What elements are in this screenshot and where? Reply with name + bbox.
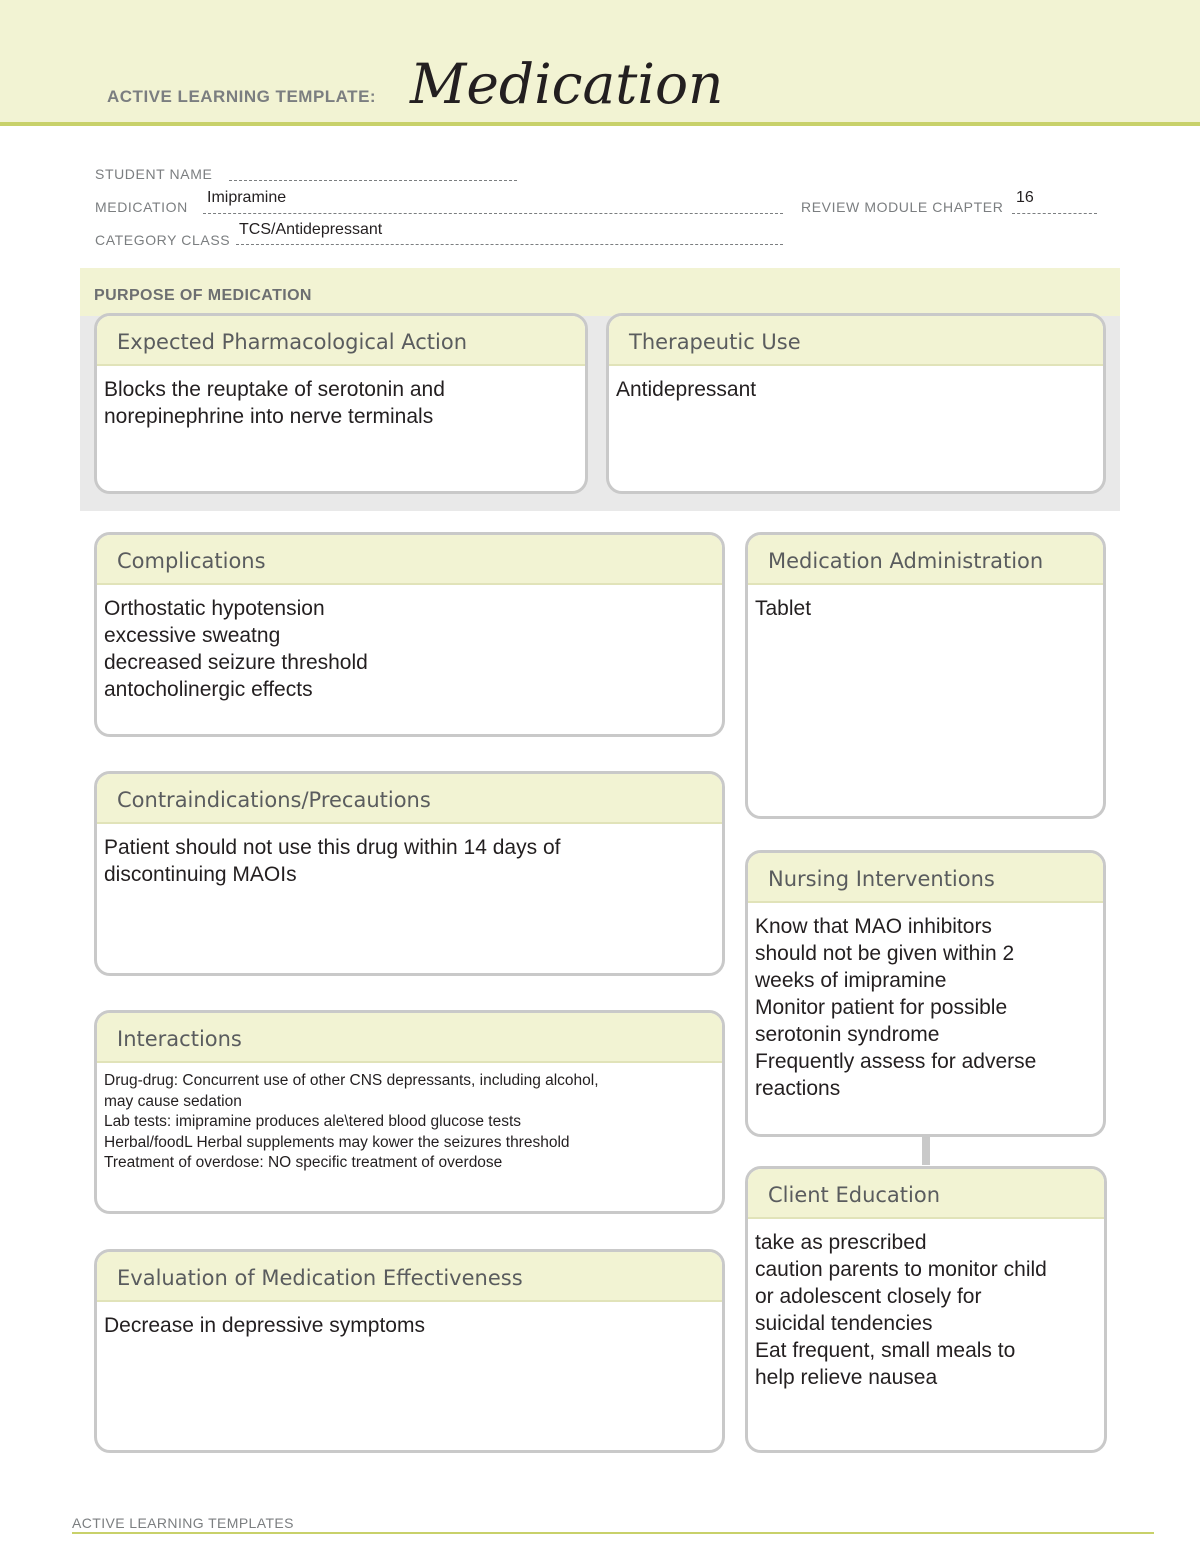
complications-title: Complications <box>97 535 722 585</box>
category-class-field[interactable] <box>236 244 783 245</box>
review-chapter-field[interactable] <box>1012 213 1097 214</box>
client-education-card <box>745 1166 1107 1453</box>
nursing-interventions-content[interactable]: Know that MAO inhibitors should not be given within 2 weeks of imipramine Monitor patient for possible serotonin syndrome Frequently assess for adverse reactions <box>755 915 1037 1100</box>
evaluation-content[interactable]: Decrease in depressive symptoms <box>104 1314 425 1337</box>
category-class-label: CATEGORY CLASS <box>95 232 231 248</box>
contraindications-title: Contraindications/Precautions <box>97 774 722 824</box>
complications-card <box>94 532 725 737</box>
medication-administration-content[interactable]: Tablet <box>755 597 812 620</box>
medication-administration-card <box>745 532 1106 819</box>
template-label: ACTIVE LEARNING TEMPLATE: <box>107 87 377 106</box>
review-chapter-label: REVIEW MODULE CHAPTER <box>801 199 1004 215</box>
interactions-content[interactable]: Drug-drug: Concurrent use of other CNS depressants, including alcohol, may cause sedation Lab tests: imipramine produces ale\tered blood glucose tests Herbal/foodL Herbal supplements may kower the seizures threshold Treatment of overdose: NO specific treatment of overdose <box>104 1072 599 1171</box>
student-name-field[interactable] <box>229 180 517 181</box>
medication-label: MEDICATION <box>95 199 188 215</box>
evaluation-card <box>94 1249 725 1453</box>
student-name-label: STUDENT NAME <box>95 166 213 182</box>
interactions-title: Interactions <box>97 1013 722 1063</box>
therapeutic-use-title: Therapeutic Use <box>609 316 1103 366</box>
category-class-value: TCS/Antidepressant <box>239 221 383 238</box>
medication-value: Imipramine <box>207 189 287 206</box>
medication-field[interactable] <box>203 213 783 214</box>
expected-action-title: Expected Pharmacological Action <box>97 316 585 366</box>
expected-action-content[interactable]: Blocks the reuptake of serotonin and norepinephrine into nerve terminals <box>104 378 445 428</box>
therapeutic-use-content[interactable]: Antidepressant <box>616 378 757 401</box>
therapeutic-use-card <box>606 313 1106 494</box>
contraindications-content[interactable]: Patient should not use this drug within 14 days of discontinuing MAOIs <box>104 836 561 886</box>
expected-action-card <box>94 313 588 494</box>
client-education-title: Client Education <box>748 1169 1104 1219</box>
purpose-label: PURPOSE OF MEDICATION <box>94 287 312 304</box>
contraindications-card <box>94 771 725 976</box>
footer-rule <box>72 1532 1154 1534</box>
nursing-interventions-card <box>745 850 1106 1137</box>
footer-label: ACTIVE LEARNING TEMPLATES <box>72 1515 294 1531</box>
card-connector <box>922 1136 930 1165</box>
medication-administration-title: Medication Administration <box>748 535 1103 585</box>
header-rule <box>0 122 1200 126</box>
nursing-interventions-title: Nursing Interventions <box>748 853 1103 903</box>
interactions-card <box>94 1010 725 1214</box>
complications-content[interactable]: Orthostatic hypotension excessive sweatng decreased seizure threshold antocholinergic effects <box>104 597 368 701</box>
client-education-content[interactable]: take as prescribed caution parents to monitor child or adolescent closely for suicidal tendencies Eat frequent, small meals to help relieve nausea <box>755 1231 1047 1389</box>
review-chapter-value: 16 <box>1016 189 1034 206</box>
page-title: Medication <box>410 52 724 116</box>
evaluation-title: Evaluation of Medication Effectiveness <box>97 1252 722 1302</box>
